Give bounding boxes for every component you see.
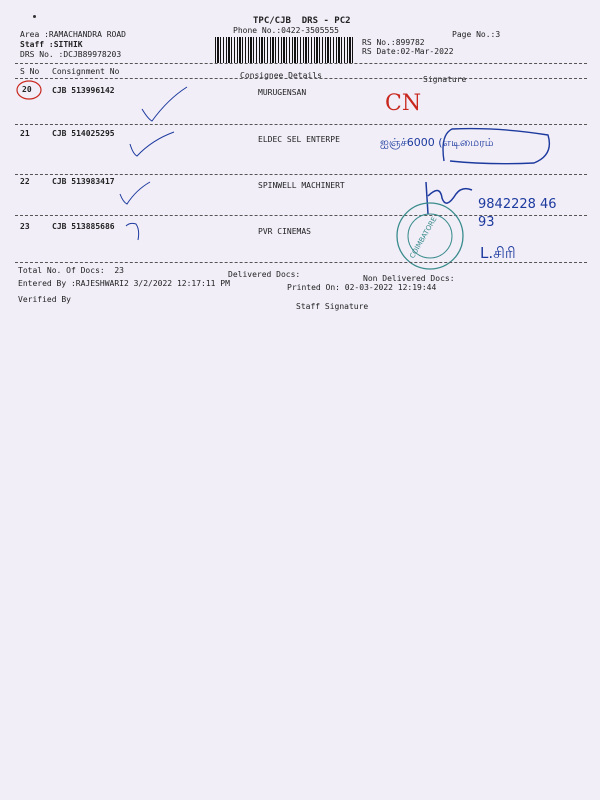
row-consignee: ELDEC SEL ENTERPE bbox=[258, 135, 340, 144]
row-sno: 23 bbox=[20, 222, 30, 231]
row-consignment: CJB 513996142 bbox=[52, 86, 115, 95]
staff: Staff :SITHIK bbox=[20, 40, 83, 49]
printed-on: Printed On: 02-03-2022 12:19:44 bbox=[287, 283, 437, 292]
delivered-docs: Delivered Docs: bbox=[228, 270, 301, 279]
tick-mark bbox=[124, 218, 152, 244]
phone-number: Phone No.:0422-3505555 bbox=[233, 26, 339, 35]
signature-annotation: L.சிரி bbox=[480, 244, 516, 262]
tick-mark bbox=[118, 180, 154, 208]
signature-annotation: ஐஞ்ச்6000 (எடிமைரம் bbox=[380, 136, 494, 149]
divider bbox=[15, 215, 587, 216]
row-consignee: PVR CINEMAS bbox=[258, 227, 311, 236]
speck bbox=[33, 15, 36, 18]
total-docs: Total No. Of Docs: 23 bbox=[18, 266, 124, 275]
tick-mark bbox=[140, 85, 190, 125]
drs-number: DRS No. :DCJB89978203 bbox=[20, 50, 122, 59]
row-consignee: SPINWELL MACHINERT bbox=[258, 181, 345, 190]
barcode bbox=[215, 37, 355, 63]
divider bbox=[15, 174, 587, 175]
area: Area :RAMACHANDRA ROAD bbox=[20, 30, 126, 39]
page-number: Page No.:3 bbox=[452, 30, 501, 39]
signature-scribble bbox=[438, 125, 558, 170]
non-delivered-docs: Non Delivered Docs: bbox=[363, 274, 455, 283]
row-sno: 21 bbox=[20, 129, 30, 138]
row-consignment: CJB 514025295 bbox=[52, 129, 115, 138]
divider bbox=[15, 262, 587, 263]
staff-signature: Staff Signature bbox=[296, 302, 369, 311]
col-signature: Signature bbox=[423, 75, 467, 84]
verified-by: Verified By bbox=[18, 295, 71, 304]
document-title: TPC/CJB DRS - PC2 bbox=[253, 16, 351, 26]
tick-mark bbox=[128, 130, 178, 160]
row-sno: 20 bbox=[22, 85, 32, 94]
signature-annotation: 9842228 4693 bbox=[478, 197, 557, 230]
signature-annotation: CN bbox=[385, 91, 422, 116]
entered-by: Entered By :RAJESHWARI2 3/2/2022 12:17:11 PM bbox=[18, 279, 230, 288]
divider bbox=[15, 63, 587, 64]
divider bbox=[15, 78, 587, 79]
col-sno: S No bbox=[20, 67, 40, 76]
row-consignment: CJB 513983417 bbox=[52, 177, 115, 186]
svg-text:COIMBATORE: COIMBATORE bbox=[408, 215, 439, 260]
row-circle-mark bbox=[14, 78, 44, 102]
row-sno: 22 bbox=[20, 177, 30, 186]
col-consignee: Consignee Details bbox=[240, 71, 322, 80]
row-consignment: CJB 513885686 bbox=[52, 222, 115, 231]
rs-number: RS No.:899782 bbox=[362, 38, 425, 47]
col-consignment: Consignment No bbox=[52, 67, 120, 76]
rs-date: RS Date:02-Mar-2022 bbox=[362, 47, 454, 56]
row-consignee: MURUGENSAN bbox=[258, 88, 307, 97]
